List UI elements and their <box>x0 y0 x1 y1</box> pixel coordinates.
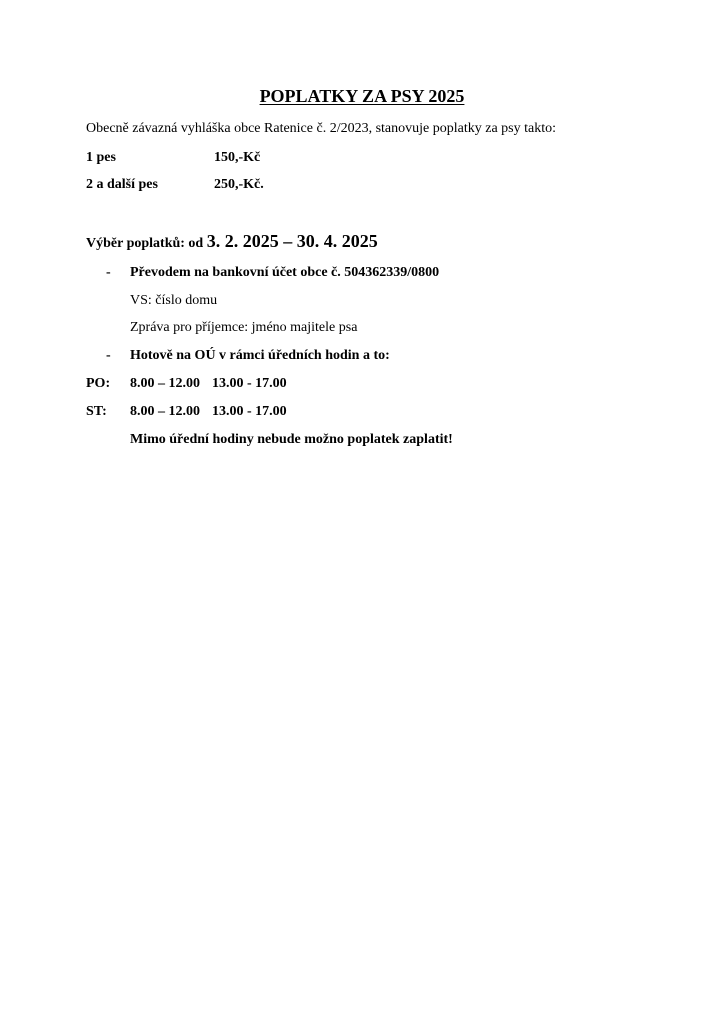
intro-text: Obecně závazná vyhláška obce Ratenice č. 2/2023, stanovuje poplatky za psy takto: <box>86 121 556 136</box>
fee-row-additional-dog <box>86 177 264 193</box>
office-hours-morning: 8.00 – 12.00 <box>130 404 200 419</box>
collection-period <box>86 231 378 252</box>
office-hours-morning: 8.00 – 12.00 <box>130 376 200 391</box>
fee-amount: 150,-Kč <box>214 150 261 165</box>
collection-prefix: Výběr poplatků: od <box>86 236 207 251</box>
fee-label: 2 a další pes <box>86 177 158 192</box>
office-hours-afternoon: 13.00 - 17.00 <box>212 376 287 391</box>
fee-amount: 250,-Kč. <box>214 177 264 192</box>
list-dash: - <box>106 265 111 280</box>
office-hours-day: PO: <box>86 376 111 391</box>
page-title: POPLATKY ZA PSY 2025 <box>259 86 465 106</box>
payment-method-text: Převodem na bankovní účet obce č. 504362339/0800 <box>130 265 440 280</box>
office-hours-wednesday <box>86 404 287 420</box>
fee-label: 1 pes <box>86 150 116 165</box>
transfer-detail-vs: VS: číslo domu <box>130 293 218 308</box>
payment-note: Mimo úřední hodiny nebude možno poplatek zaplatit! <box>130 432 453 447</box>
office-hours-day: ST: <box>86 404 107 419</box>
transfer-detail-message: Zpráva pro příjemce: jméno majitele psa <box>130 320 358 335</box>
payment-method-transfer <box>106 265 439 281</box>
payment-method-text: Hotově na OÚ v rámci úředních hodin a to: <box>130 348 390 363</box>
office-hours-afternoon: 13.00 - 17.00 <box>212 404 287 419</box>
fee-row-first-dog <box>86 150 260 166</box>
office-hours-monday <box>86 376 287 392</box>
collection-dates: 3. 2. 2025 – 30. 4. 2025 <box>206 231 378 251</box>
payment-method-cash <box>106 348 390 364</box>
list-dash: - <box>106 348 111 363</box>
